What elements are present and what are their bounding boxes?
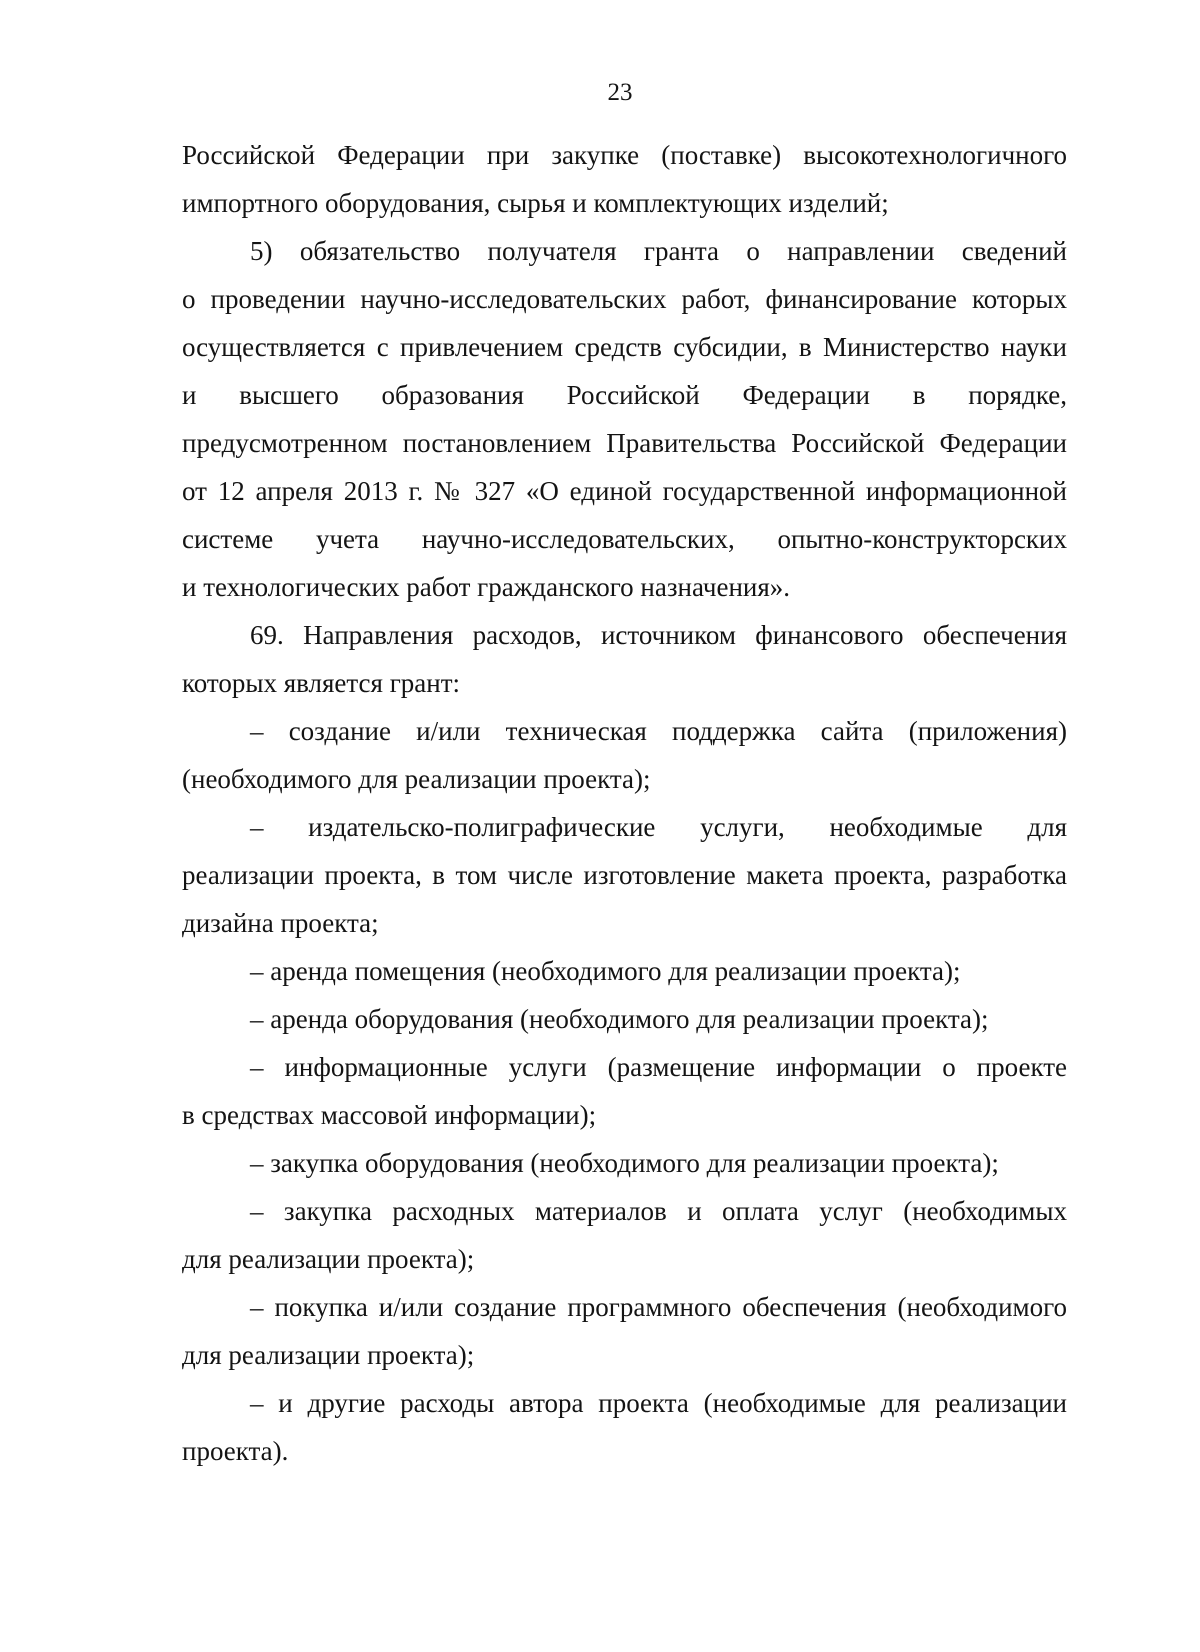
text-line: – и другие расходы автора проекта (необходимые для реализации <box>250 1388 1067 1418</box>
text-line: системе учета научно-исследовательских, опытно-конструкторских <box>182 524 1067 554</box>
text-line: 69. Направления расходов, источником финансового обеспечения <box>250 620 1067 650</box>
paragraph-p10 <box>182 1187 1067 1283</box>
text-line: проекта). <box>182 1436 289 1466</box>
text-line: и технологических работ гражданского назначения». <box>182 572 791 602</box>
text-line: для реализации проекта); <box>182 1340 475 1370</box>
page-number: 23 <box>607 79 633 106</box>
paragraph-p2 <box>182 227 1067 611</box>
paragraph-p1 <box>182 131 1067 227</box>
text-line: – аренда помещения (необходимого для реализации проекта); <box>250 956 961 986</box>
document-body <box>182 131 1067 1475</box>
paragraph-p7 <box>182 995 1067 1043</box>
text-line: от 12 апреля 2013 г. № 327 «О единой государственной информационной <box>182 476 1067 506</box>
text-line: которых является грант: <box>182 668 461 698</box>
text-line: в средствах массовой информации); <box>182 1100 597 1130</box>
paragraph-p9 <box>182 1139 1067 1187</box>
text-line: – издательско-полиграфические услуги, необходимые для <box>250 812 1067 842</box>
paragraph-p5 <box>182 803 1067 947</box>
text-line: предусмотренном постановлением Правительства Российской Федерации <box>182 428 1067 458</box>
text-line: – закупка оборудования (необходимого для реализации проекта); <box>250 1148 999 1178</box>
paragraph-p4 <box>182 707 1067 803</box>
text-line: – аренда оборудования (необходимого для реализации проекта); <box>250 1004 989 1034</box>
text-line: 5) обязательство получателя гранта о направлении сведений <box>250 236 1067 266</box>
text-line: – создание и/или техническая поддержка сайта (приложения) <box>250 716 1067 746</box>
text-line: – информационные услуги (размещение информации о проекте <box>250 1052 1067 1082</box>
paragraph-p3 <box>182 611 1067 707</box>
paragraph-p11 <box>182 1283 1067 1379</box>
paragraph-p8 <box>182 1043 1067 1139</box>
text-line: – покупка и/или создание программного обеспечения (необходимого <box>250 1292 1067 1322</box>
text-line: реализации проекта, в том числе изготовление макета проекта, разработка <box>182 860 1067 890</box>
text-line: осуществляется с привлечением средств субсидии, в Министерство науки <box>182 332 1067 362</box>
text-line: – закупка расходных материалов и оплата услуг (необходимых <box>250 1196 1067 1226</box>
text-line: Российской Федерации при закупке (поставке) высокотехнологичного <box>182 140 1067 170</box>
text-line: и высшего образования Российской Федерации в порядке, <box>182 380 1067 410</box>
paragraph-p12 <box>182 1379 1067 1475</box>
text-line: для реализации проекта); <box>182 1244 475 1274</box>
text-line: дизайна проекта; <box>182 908 379 938</box>
text-line: о проведении научно-исследовательских работ, финансирование которых <box>182 284 1067 314</box>
text-line: (необходимого для реализации проекта); <box>182 764 651 794</box>
paragraph-p6 <box>182 947 1067 995</box>
text-line: импортного оборудования, сырья и комплектующих изделий; <box>182 188 889 218</box>
